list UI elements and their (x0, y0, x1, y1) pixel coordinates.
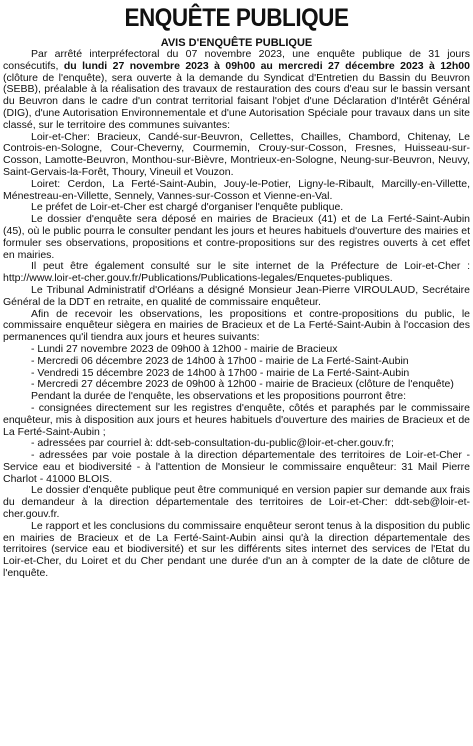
intro-dates: du lundi 27 novembre 2023 à 09h00 au mercredi 27 décembre 2023 à 12h00 (63, 59, 470, 72)
permanences-intro: Afin de recevoir les observations, les propositions et contre-propositions du public, le commissaire enquêteur siègera en mairies de Bracieux et de La Ferté-Saint-Aubin à l'occasion des permanences qu'il tiendra aux jours et heures suivants: (3, 307, 470, 344)
mode-item: - consignées directement sur les registres d'enquête, côtés et paraphés par le commissaire enquêteur, mis à disposition aux jours et heures habituels d'ouverture des mairies de Bracieux et de La Ferté-Saint-Aubin ; (3, 401, 470, 438)
permanence-item: - Vendredi 15 décembre 2023 de 14h00 à 17h00 - mairie de La Ferté-Saint-Aubin (31, 366, 410, 379)
tribunal-paragraph: Le Tribunal Administratif d'Orléans a désigné Monsieur Jean-Pierre VIROULAUD, Secrétaire Général de la DDT en retraite, en qualité de commissaire enquêteur. (3, 283, 470, 308)
site-internet-paragraph: Il peut être également consulté sur le site internet de la Préfecture de Loir-et-Cher : http://www.loir-et-cher.gouv.fr/Publications/Publications-legales/Enquetes-publiques. (3, 260, 470, 285)
intro-text-post: (clôture de l'enquête), sera ouverte à la demande du Syndicat d'Entretien du Bassin du Beuvron (SEBB), préalable à la réalisation des travaux de restauration des cours d'eau sur le bassin versant du Beuvron dans le cadre d'un contrat territorial faisant l'objet d'une Déclaration d'Intérêt Général (DIG), d'une Autorisation Environnementale et d'une Autorisation Spéciale pour travaux dans un site classé, sur le territoire des communes suivantes: (3, 71, 470, 131)
permanence-item: - Mercredi 27 décembre 2023 de 09h00 à 12h00 - mairie de Bracieux (clôture de l'enquête) (31, 378, 454, 391)
rapport-paragraph: Le rapport et les conclusions du commissaire enquêteur seront tenus à la disposition du public en mairies de Bracieux et de La Ferté-Saint-Aubin ainsi qu'à la direction départementale des territoires (service eau et biodiversité) et sur les différents sites internet des services de l'Etat du Loir-et-Cher, du Loiret et du Cher pendant une durée d'un an à compter de la date de clôture de l'enquête. (3, 519, 470, 580)
intro-paragraph (3, 49, 470, 132)
mode-item: - adressées par voie postale à la direction départementale des territoires de Loir-et-Cher - Service eau et biodiversité - à l'attention de Monsieur le commissaire enquêteur: 31 Mail Pierre Charlot - 41000 BLOIS. (3, 449, 470, 485)
intro-text-pre: Par arrêté interpréfectoral du 07 novembre 2023, une enquête publique de 31 jours consécutifs, (3, 48, 470, 72)
notice-subtitle: AVIS D'ENQUÊTE PUBLIQUE (160, 37, 313, 49)
pendant-paragraph: Pendant la durée de l'enquête, les observations et les propositions pourront être: (31, 390, 406, 403)
dossier-papier-paragraph: Le dossier d'enquête publique peut être communiqué en version papier sur demande aux frais du demandeur à la direction départementale des territoires de Loir-et-Cher: ddt-seb@loir-et-cher.gouv.fr. (3, 484, 470, 521)
prefet-paragraph: Le préfet de Loir-et-Cher est chargé d'organiser l'enquête publique. (31, 201, 344, 214)
permanence-item: - Mercredi 06 décembre 2023 de 14h00 à 17h00 - mairie de La Ferté-Saint-Aubin (31, 354, 409, 367)
page-title: ENQUÊTE PUBLIQUE (124, 4, 349, 32)
mode-item: - adressées par courriel à: ddt-seb-consultation-du-public@loir-et-cher.gouv.fr; (31, 437, 394, 450)
dossier-paragraph: Le dossier d'enquête sera déposé en mairies de Bracieux (41) et de La Ferté-Saint-Aubin (45), où le public pourra le consulter pendant les jours et heures habituels d'ouverture des mairies et formuler ses observations, propositions et contre-propositions sur des registres ouverts à cet effet en mairies. (3, 213, 470, 261)
communes-loiret: Loiret: Cerdon, La Ferté-Saint-Aubin, Jouy-le-Potier, Ligny-le-Ribault, Marcilly-en-Villette, Ménestreau-en-Villette, Sennely, Vannes-sur-Cosson et Vienne-en-Val. (3, 177, 470, 202)
notice-body (3, 49, 470, 580)
permanence-item: - Lundi 27 novembre 2023 de 09h00 à 12h00 - mairie de Bracieux (31, 342, 338, 355)
communes-loir-et-cher: Loir-et-Cher: Bracieux, Candé-sur-Beuvron, Cellettes, Chailles, Chambord, Chitenay, Le Controis-en-Sologne, Cour-Cheverny, Courmemin, Crouy-sur-Cosson, Fresnes, Huisseau-sur-Cosson, Lamotte-Beuvron, Monthou-sur-Bièvre, Montrieux-en-Sologne, Neung-sur-Beuvron, Neuvy, Saint-Gervais-la-Forêt, Thoury, Vineuil et Vouzon. (3, 130, 470, 178)
